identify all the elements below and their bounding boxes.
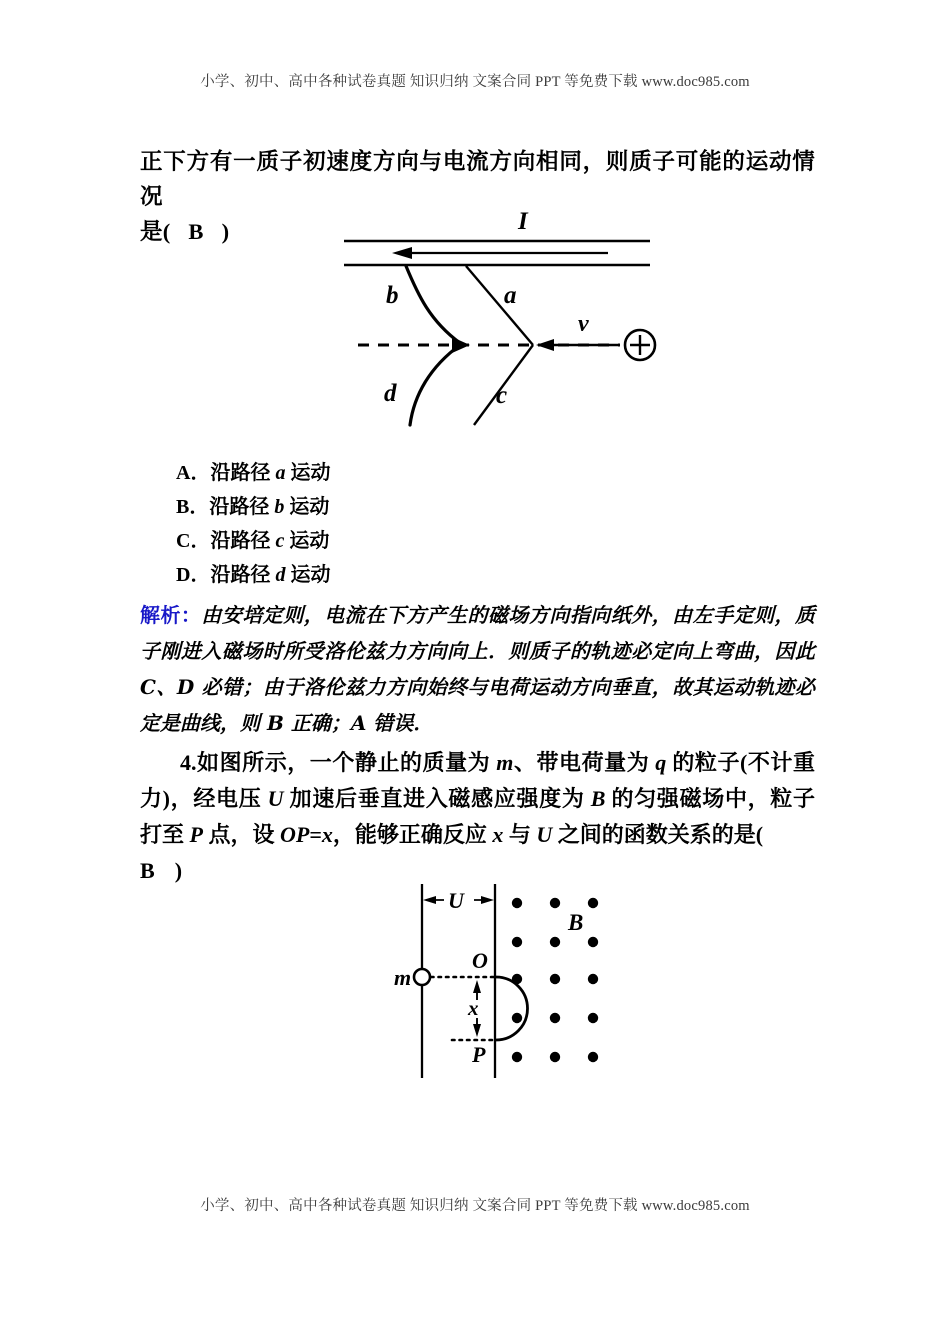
field-dot: [512, 937, 522, 947]
particle-label-m: m: [394, 965, 412, 990]
particle-m-circle: [414, 969, 430, 985]
question4-symbol-P: P: [189, 822, 203, 847]
field-label-B: B: [568, 910, 584, 935]
page-header-watermark: 小学、初中、高中各种试卷真题 知识归纳 文案合同 PPT 等免费下载 www.doc985.com: [200, 74, 750, 90]
path-label-c: c: [496, 382, 508, 409]
question4-symbol-q: q: [655, 750, 667, 775]
path-d-curve: [410, 345, 460, 425]
question4-seg1: 如图所示，一个静止的质量为: [196, 750, 497, 775]
question4-answer-suffix: ): [174, 858, 183, 883]
question4-seg4: 加速后垂直进入磁感应强度为: [283, 786, 591, 811]
voltage-arrow-left-head: [423, 896, 436, 904]
question4-seg3: 的粒子(不计重力)，经电压: [140, 750, 815, 811]
option-c[interactable]: [176, 524, 815, 558]
distance-arrow-head-down: [473, 1024, 481, 1037]
option-a-symbol: a: [275, 462, 286, 484]
distance-arrow-head-up: [473, 980, 481, 993]
current-label-I: I: [518, 208, 528, 235]
path-label-d: d: [384, 380, 397, 407]
question4-seg9: 之间的函数关系的是(: [552, 822, 764, 847]
explanation-paragraph: [140, 597, 815, 741]
option-c-letter: C．: [176, 530, 211, 552]
field-dot: [588, 937, 598, 947]
question4-seg5: 的匀强磁场中，粒子打至: [140, 786, 815, 847]
option-a-text-after: 运动: [285, 462, 331, 484]
option-d-text-before: 沿路径: [210, 564, 276, 586]
field-dot: [550, 898, 560, 908]
option-d-symbol: d: [275, 564, 286, 586]
field-dot: [550, 1052, 560, 1062]
field-dot: [512, 898, 522, 908]
field-dot: [588, 898, 598, 908]
question4-seg8: 与: [503, 822, 537, 847]
field-dot: [550, 937, 560, 947]
question3-answer-suffix: ): [221, 219, 230, 244]
question3-stem-line1: 正下方有一质子初速度方向与电流方向相同，则质子可能的运动情况: [140, 149, 815, 209]
question4-answer-value: B: [140, 858, 155, 883]
question4-symbol-U2: U: [536, 822, 553, 847]
option-b-letter: B．: [176, 496, 210, 518]
path-label-a: a: [504, 282, 517, 309]
field-dot: [512, 1013, 522, 1023]
option-c-text-before: 沿路径: [210, 530, 276, 552]
question4-paragraph: [140, 745, 815, 889]
distance-label-x: x: [468, 996, 479, 1020]
field-dot: [588, 1052, 598, 1062]
explanation-label: 解析：: [140, 603, 202, 627]
option-d[interactable]: [176, 558, 815, 592]
question4-symbol-B: B: [590, 786, 606, 811]
explanation-block: [140, 597, 815, 741]
option-d-text-after: 运动: [285, 564, 331, 586]
page-footer-watermark: 小学、初中、高中各种试卷真题 知识归纳 文案合同 PPT 等免费下载 www.doc985.com: [200, 1198, 750, 1214]
field-dot: [588, 974, 598, 984]
field-dot: [512, 1052, 522, 1062]
question3-figure-svg: [330, 203, 680, 428]
question3-answer-prefix: 是(: [140, 219, 171, 244]
velocity-label-v: v: [578, 311, 589, 337]
question4-figure: [380, 880, 645, 1115]
question4-number: 4.: [180, 750, 197, 775]
question4-symbol-OP: OP=x: [279, 822, 333, 847]
field-dot: [550, 974, 560, 984]
explanation-body: 由安培定则，电流在下方产生的磁场方向指向纸外，由左手定则，质子刚进入磁场时所受洛伦兹力方向向上．则质子的轨迹必定向上弯曲，因此 C、D 必错；由于洛伦兹力方向始终与电荷运动方向垂直，故其运动轨迹必定是曲线，则 B 正确；A 错误．: [140, 603, 815, 735]
field-dot: [550, 1013, 560, 1023]
field-dot-grid: [512, 898, 598, 1062]
question3-answer-value: B: [188, 219, 204, 244]
voltage-label-U: U: [448, 888, 464, 913]
option-d-letter: D．: [176, 564, 211, 586]
option-a-letter: A．: [176, 462, 211, 484]
trajectory-semicircle: [496, 977, 528, 1040]
option-b[interactable]: [176, 490, 815, 524]
question4-symbol-m: m: [496, 750, 514, 775]
question4-symbol-U: U: [267, 786, 284, 811]
option-b-text-before: 沿路径: [209, 496, 275, 518]
question3-figure: [330, 203, 680, 428]
path-a-line: [466, 266, 533, 345]
question3-options: [140, 456, 815, 592]
path-label-b: b: [386, 282, 399, 309]
option-c-text-after: 运动: [284, 530, 330, 552]
option-a-text-before: 沿路径: [210, 462, 276, 484]
question4-figure-svg: [380, 880, 645, 1115]
current-arrow-head: [392, 247, 412, 259]
velocity-arrow-head: [536, 339, 554, 351]
option-b-text-after: 运动: [284, 496, 330, 518]
field-dot: [512, 974, 522, 984]
question4-seg2: 、带电荷量为: [513, 750, 656, 775]
field-dot: [588, 1013, 598, 1023]
voltage-arrow-right-head: [481, 896, 494, 904]
path-b-curve: [406, 266, 460, 343]
option-b-symbol: b: [274, 496, 285, 518]
question4-stem: [140, 745, 815, 889]
question4-seg7: ，能够正确反应: [332, 822, 493, 847]
option-c-symbol: c: [275, 530, 285, 552]
question4-symbol-x: x: [492, 822, 504, 847]
point-label-P: P: [472, 1042, 486, 1067]
option-a[interactable]: [176, 456, 815, 490]
question4-seg6: 点，设: [202, 822, 280, 847]
origin-label-O: O: [472, 948, 488, 973]
